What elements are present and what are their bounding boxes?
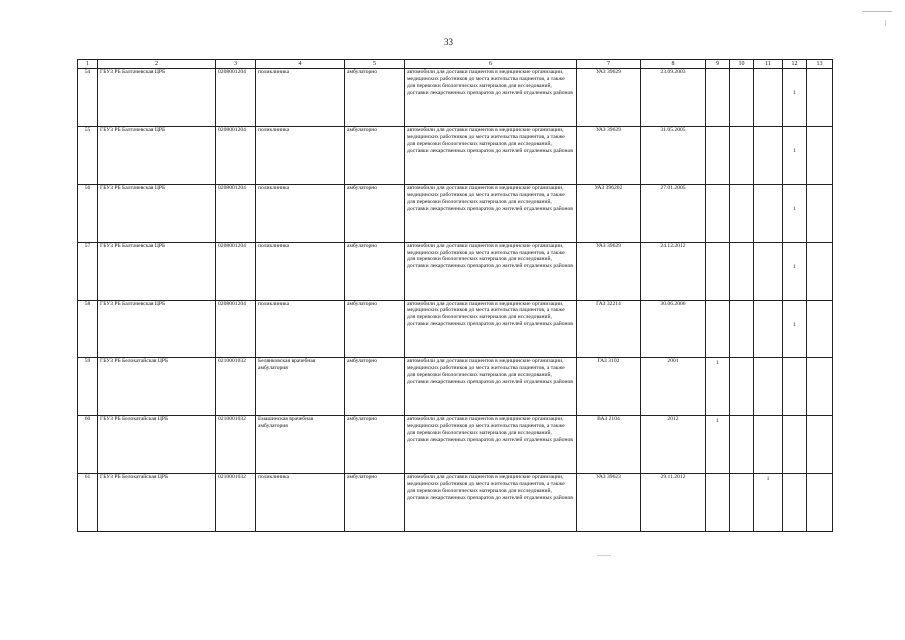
col12-cell-value: 1 [793,147,796,154]
col12-cell [783,474,807,532]
column-header: 2 [98,60,216,69]
col10-cell [730,69,754,127]
col9-cell [706,242,730,300]
col11-cell [754,184,783,242]
unit-cell: поликлиника [256,126,345,184]
col9-cell [706,184,730,242]
code-cell: 0210001032 [216,358,256,416]
column-header: 7 [577,60,641,69]
col13-cell [807,416,833,474]
column-header: 9 [706,60,730,69]
care-type-cell: амбулаторно [345,184,405,242]
table-row [78,126,833,184]
row-number: 58 [78,300,98,358]
table-row [78,358,833,416]
organization-cell: ГБУЗ РБ Балтачевская ЦРБ [98,242,216,300]
col10-cell [730,358,754,416]
year-cell: 27.01.2005 [641,184,706,242]
table-row [78,300,833,358]
care-type-cell: амбулаторно [345,474,405,532]
code-cell: 0208001204 [216,69,256,127]
col9-cell-value: 1 [716,360,719,367]
scan-mark-tick [885,20,886,26]
col10-cell [730,416,754,474]
col11-cell [754,126,783,184]
unit-cell: поликлиника [256,242,345,300]
col12-cell [783,126,807,184]
col10-cell [730,242,754,300]
vehicle-cell: УАЗ 396202 [577,184,641,242]
vehicle-cell: УАЗ 39623 [577,474,641,532]
table-row [78,242,833,300]
col13-cell [807,242,833,300]
purpose-cell: автомобили для доставки пациентов в медицинские организации, медицинских работников до места жительства пациентов, а также для перевозки биологических материалов для исследований, доставки лекарственных препаратов до жителей отдаленных районов [405,358,577,416]
column-header: 8 [641,60,706,69]
unit-cell: Емашинская врачебная амбулатория [256,416,345,474]
col9-cell [706,416,730,474]
col12-cell [783,358,807,416]
vehicle-register-table [77,59,833,532]
table-row [78,184,833,242]
organization-cell: ГБУЗ РБ Белокатайская ЦРБ [98,358,216,416]
code-cell: 0210001032 [216,416,256,474]
col10-cell [730,300,754,358]
col11-cell [754,474,783,532]
scan-mark-bottom [597,555,611,556]
row-number: 59 [78,358,98,416]
column-header: 5 [345,60,405,69]
table-row [78,416,833,474]
col13-cell [807,69,833,127]
column-header: 1 [78,60,98,69]
table-row [78,474,833,532]
unit-cell: поликлиника [256,184,345,242]
vehicle-cell: ГАЗ 3102 [577,358,641,416]
column-header: 11 [754,60,783,69]
col9-cell [706,69,730,127]
column-header: 13 [807,60,833,69]
col11-cell [754,300,783,358]
col9-cell [706,474,730,532]
col12-cell [783,242,807,300]
organization-cell: ГБУЗ РБ Балтачевская ЦРБ [98,184,216,242]
care-type-cell: амбулаторно [345,242,405,300]
col12-cell [783,416,807,474]
code-cell: 0208001204 [216,126,256,184]
code-cell: 0208001204 [216,242,256,300]
unit-cell: поликлиника [256,474,345,532]
care-type-cell: амбулаторно [345,69,405,127]
col13-cell [807,126,833,184]
row-number: 57 [78,242,98,300]
col12-cell [783,69,807,127]
purpose-cell: автомобили для доставки пациентов в медицинские организации, медицинских работников до места жительства пациентов, а также для перевозки биологических материалов для исследований, доставки лекарственных препаратов до жителей отдаленных районов [405,126,577,184]
row-number: 54 [78,69,98,127]
table-body [78,69,833,532]
organization-cell: ГБУЗ РБ Балтачевская ЦРБ [98,69,216,127]
col12-cell [783,300,807,358]
row-number: 55 [78,126,98,184]
col11-cell [754,358,783,416]
purpose-cell: автомобили для доставки пациентов в медицинские организации, медицинских работников до места жительства пациентов, а также для перевозки биологических материалов для исследований, доставки лекарственных препаратов до жителей отдаленных районов [405,416,577,474]
year-cell: 2012 [641,416,706,474]
year-cell: 23.09.2003 [641,69,706,127]
col10-cell [730,474,754,532]
year-cell: 24.12.2012 [641,242,706,300]
vehicle-cell: ГАЗ 32214 [577,300,641,358]
col11-cell-value: 1 [766,476,770,483]
column-header: 3 [216,60,256,69]
code-cell: 0208001204 [216,300,256,358]
vehicle-cell: УАЗ 39629 [577,126,641,184]
purpose-cell: автомобили для доставки пациентов в медицинские организации, медицинских работников до места жительства пациентов, а также для перевозки биологических материалов для исследований, доставки лекарственных препаратов до жителей отдаленных районов [405,242,577,300]
column-header: 4 [256,60,345,69]
column-header: 6 [405,60,577,69]
year-cell: 29.11.2012 [641,474,706,532]
column-header: 12 [783,60,807,69]
purpose-cell: автомобили для доставки пациентов в медицинские организации, медицинских работников до места жительства пациентов, а также для перевозки биологических материалов для исследований, доставки лекарственных препаратов до жителей отдаленных районов [405,69,577,127]
vehicle-cell: УАЗ 39629 [577,69,641,127]
col12-cell-value: 1 [793,321,796,328]
year-cell: 31.05.2005 [641,126,706,184]
year-cell: 2001 [641,358,706,416]
row-number: 60 [78,416,98,474]
organization-cell: ГБУЗ РБ Белокатайская ЦРБ [98,416,216,474]
purpose-cell: автомобили для доставки пациентов в медицинские организации, медицинских работников до места жительства пациентов, а также для перевозки биологических материалов для исследований, доставки лекарственных препаратов до жителей отдаленных районов [405,184,577,242]
col13-cell [807,358,833,416]
care-type-cell: амбулаторно [345,358,405,416]
year-cell: 30.06.2006 [641,300,706,358]
col12-cell-value: 1 [793,263,796,270]
col9-cell [706,358,730,416]
col12-cell-value: 1 [793,205,796,212]
care-type-cell: амбулаторно [345,300,405,358]
header-row [78,60,833,69]
care-type-cell: амбулаторно [345,416,405,474]
col11-cell [754,416,783,474]
organization-cell: ГБУЗ РБ Балтачевская ЦРБ [98,126,216,184]
col12-cell-value: 1 [793,90,796,96]
unit-cell: поликлиника [256,300,345,358]
code-cell: 0210001032 [216,474,256,532]
vehicle-cell: ВАЗ 2104 [577,416,641,474]
col12-cell [783,184,807,242]
purpose-cell: автомобили для доставки пациентов в медицинские организации, медицинских работников до места жительства пациентов, а также для перевозки биологических материалов для исследований, доставки лекарственных препаратов до жителей отдаленных районов [405,300,577,358]
table-row [78,69,833,127]
scan-mark [862,11,892,12]
code-cell: 0208001204 [216,184,256,242]
row-number: 56 [78,184,98,242]
col11-cell [754,242,783,300]
unit-cell: Белянковская врачебная амбулатория [256,358,345,416]
col13-cell [807,300,833,358]
vehicle-cell: УАЗ 39629 [577,242,641,300]
organization-cell: ГБУЗ РБ Белокатайская ЦРБ [98,474,216,532]
organization-cell: ГБУЗ РБ Балтачевская ЦРБ [98,300,216,358]
col13-cell [807,474,833,532]
col9-cell [706,300,730,358]
row-number: 61 [78,474,98,532]
col10-cell [730,126,754,184]
col9-cell-value: 1 [716,418,719,425]
col13-cell [807,184,833,242]
purpose-cell: автомобили для доставки пациентов в медицинские организации, медицинских работников до места жительства пациентов, а также для перевозки биологических материалов для исследований, доставки лекарственных препаратов до жителей отдаленных районов [405,474,577,532]
care-type-cell: амбулаторно [345,126,405,184]
col9-cell [706,126,730,184]
column-header: 10 [730,60,754,69]
page-number: 33 [444,37,453,47]
unit-cell: поликлиника [256,69,345,127]
col10-cell [730,184,754,242]
col11-cell [754,69,783,127]
